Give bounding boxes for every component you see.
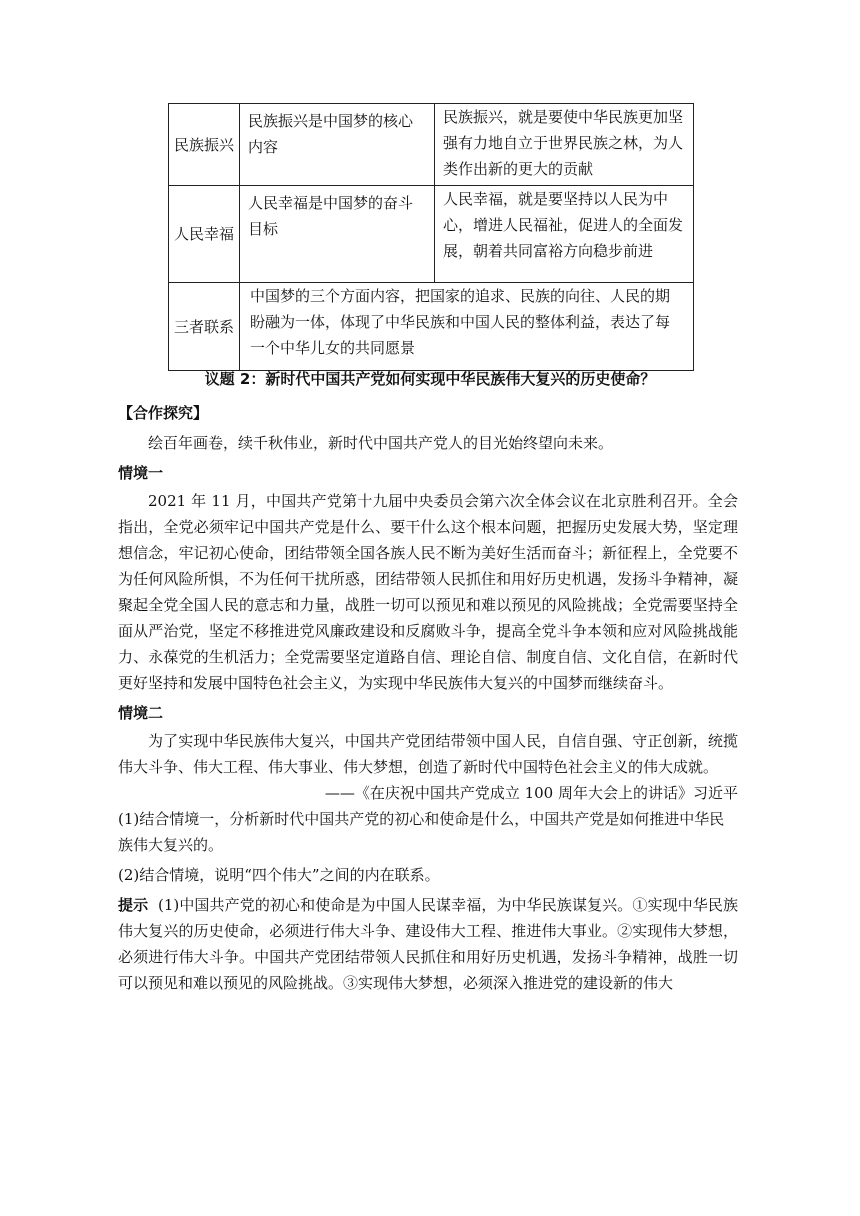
- hint-label: 提示: [118, 896, 149, 914]
- row-head: 人民幸福: [169, 186, 240, 283]
- table-row: [169, 186, 694, 283]
- topic-title: 议题 2：新时代中国共产党如何实现中华民族伟大复兴的历史使命？: [204, 370, 656, 388]
- row-middle: 民族振兴是中国梦的核心内容: [240, 104, 435, 186]
- summary-table: [168, 103, 694, 371]
- relation-text: 中国梦的三个方面内容，把国家的追求、民族的向往、人民的期盼融为一体，体现了中华民族和中国人民的整体利益，表达了每一个中华儿女的共同愿景: [240, 283, 694, 371]
- row-right: 民族振兴，就是要使中华民族更加坚强有力地自立于世界民族之林，为人类作出新的更大的贡献: [435, 104, 694, 186]
- table-row: [169, 104, 694, 186]
- scenario1-text: 2021 年 11 月，中国共产党第十九届中央委员会第六次全体会议在北京胜利召开。全会指出，全党必须牢记中国共产党是什么、要干什么这个根本问题，把握历史发展大势，坚定理想信念，牢记初心使命，团结带领全国各族人民不断为美好生活而奋斗；新征程上，全党要不为任何风险所惧，不为任何干扰所惑，团结带领人民抓住和用好历史机遇，发扬斗争精神，凝聚起全党全国人民的意志和力量，战胜一切可以预见和难以预见的风险挑战；全党需要坚持全面从严治党，坚定不移推进党风廉政建设和反腐败斗争，提高全党斗争本领和应对风险挑战能力、永葆党的生机活力；全党需要坚定道路自信、理论自信、制度自信、文化自信，在新时代更好坚持和发展中国特色社会主义，为实现中华民族伟大复兴的中国梦而继续奋斗。: [118, 492, 738, 692]
- section-label: 【合作探究】: [118, 404, 209, 422]
- hint-text: (1)中国共产党的初心和使命是为中国人民谋幸福，为中华民族谋复兴。①实现中华民族伟大复兴的历史使命，必须进行伟大斗争、建设伟大工程、推进伟大事业。②实现伟大梦想，必须进行伟大斗争。中国共产党团结带领人民抓住和用好历史机遇，发扬斗争精神，战胜一切可以预见和难以预见的风险挑战。③实现伟大梦想，必须深入推进党的建设新的伟大: [118, 896, 738, 992]
- scenario2-text: 为了实现中华民族伟大复兴，中国共产党团结带领中国人民，自信自强、守正创新，统揽伟大斗争、伟大工程、伟大事业、伟大梦想，创造了新时代中国特色社会主义的伟大成就。: [118, 732, 738, 776]
- question-2: (2)结合情境，说明“四个伟大”之间的内在联系。: [118, 866, 440, 884]
- row-head: 三者联系: [169, 283, 240, 371]
- row-middle: 人民幸福是中国梦的奋斗目标: [240, 186, 435, 283]
- scenario2-source: ——《在庆祝中国共产党成立 100 周年大会上的讲话》习近平: [324, 784, 738, 802]
- hint-paragraph: [118, 892, 738, 996]
- scenario2-label: 情境二: [118, 704, 164, 722]
- intro-text: 绘百年画卷，续千秋伟业，新时代中国共产党人的目光始终望向未来。: [148, 434, 614, 452]
- content-block: [118, 400, 738, 996]
- question-1: (1)结合情境一，分析新时代中国共产党的初心和使命是什么，中国共产党是如何推进中华民族伟大复兴的。: [118, 810, 725, 854]
- table-row: [169, 283, 694, 371]
- row-right: 人民幸福，就是要坚持以人民为中心，增进人民福祉，促进人的全面发展，朝着共同富裕方向稳步前进: [435, 186, 694, 283]
- scenario1-label: 情境一: [118, 464, 164, 482]
- row-head: 民族振兴: [169, 104, 240, 186]
